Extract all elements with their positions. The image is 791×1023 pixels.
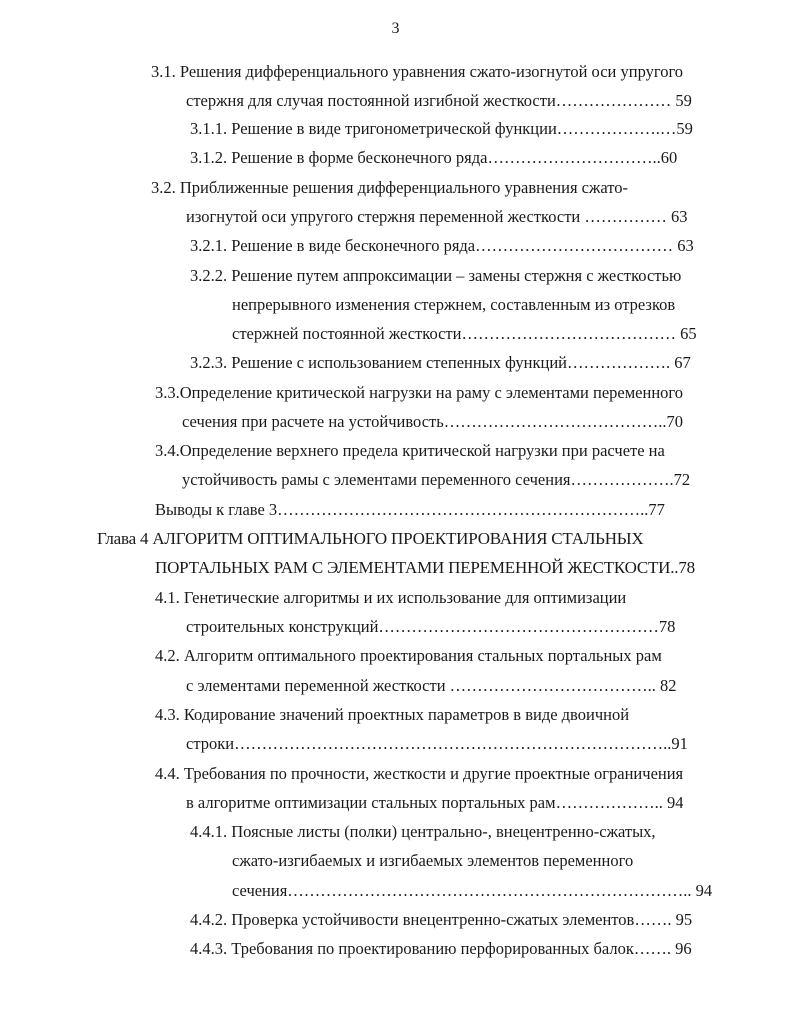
toc-line: 3.2.3. Решение с использованием степенных функций………………. 67 — [190, 353, 691, 372]
toc-line: 4.4. Требования по прочности, жесткости и другие проектные ограничения — [155, 764, 684, 783]
toc-line: Выводы к главе 3…………………………………………………………..77 — [155, 500, 665, 519]
toc-line: 3.2.2. Решение путем аппроксимации – замены стержня с жесткостью — [190, 266, 682, 285]
toc-line: непрерывного изменения стержнем, составленным из отрезков — [232, 295, 676, 314]
toc-line: строительных конструкций……………………………………………78 — [186, 617, 676, 636]
toc-line: 3.1.2. Решение в форме бесконечного ряда…………………………..60 — [190, 148, 678, 167]
toc-line: 3.2.1. Решение в виде бесконечного ряда……………………………… 63 — [190, 236, 694, 255]
chapter-heading: Глава 4 АЛГОРИТМ ОПТИМАЛЬНОГО ПРОЕКТИРОВАНИЯ СТАЛЬНЫХ — [97, 529, 644, 548]
toc-line: стержней постоянной жесткости………………………………… 65 — [232, 324, 697, 343]
toc-line: 3.3.Определение критической нагрузки на раму с элементами переменного — [155, 383, 683, 402]
toc-line: 3.1. Решения дифференциального уравнения сжато-изогнутой оси упругого — [151, 62, 684, 81]
toc-line: 4.3. Кодирование значений проектных параметров в виде двоичной — [155, 705, 630, 724]
toc-line: сечения при расчете на устойчивость…………………………………..70 — [182, 412, 684, 431]
toc-line: 4.4.1. Поясные листы (полки) центрально-, внецентренно-сжатых, — [190, 822, 656, 841]
toc-line: с элементами переменной жесткости ……………………………….. 82 — [186, 676, 677, 695]
toc-line: сечения……………………………………………………………….. 94 — [232, 881, 713, 900]
toc-line: в алгоритме оптимизации стальных портальных рам……………….. 94 — [186, 793, 684, 812]
toc-line: изогнутой оси упругого стержня переменной жесткости …………… 63 — [186, 207, 688, 226]
toc-line: 4.4.3. Требования по проектированию перфорированных балок……. 96 — [190, 939, 692, 958]
toc-line: 3.2. Приближенные решения дифференциального уравнения сжато- — [151, 178, 629, 197]
chapter-heading: ПОРТАЛЬНЫХ РАМ С ЭЛЕМЕНТАМИ ПЕРЕМЕННОЙ ЖЕСТКОСТИ..78 — [155, 558, 695, 577]
toc-line: сжато-изгибаемых и изгибаемых элементов переменного — [232, 851, 634, 870]
page-number: 3 — [391, 20, 400, 37]
toc-line: 3.4.Определение верхнего предела критической нагрузки при расчете на — [155, 441, 665, 460]
toc-line: 4.1. Генетические алгоритмы и их использование для оптимизации — [155, 588, 627, 607]
toc-line: устойчивость рамы с элементами переменного сечения……………….72 — [182, 470, 691, 489]
toc-line: стержня для случая постоянной изгибной жесткости………………… 59 — [186, 91, 692, 110]
toc-line: 4.2. Алгоритм оптимального проектирования стальных портальных рам — [155, 646, 662, 665]
toc-line: строки……………………………………………………………………..91 — [186, 734, 688, 753]
toc-line: 3.1.1. Решение в виде тригонометрической функции……………….…59 — [190, 119, 693, 138]
toc-line: 4.4.2. Проверка устойчивости внецентренно-сжатых элементов……. 95 — [190, 910, 693, 929]
